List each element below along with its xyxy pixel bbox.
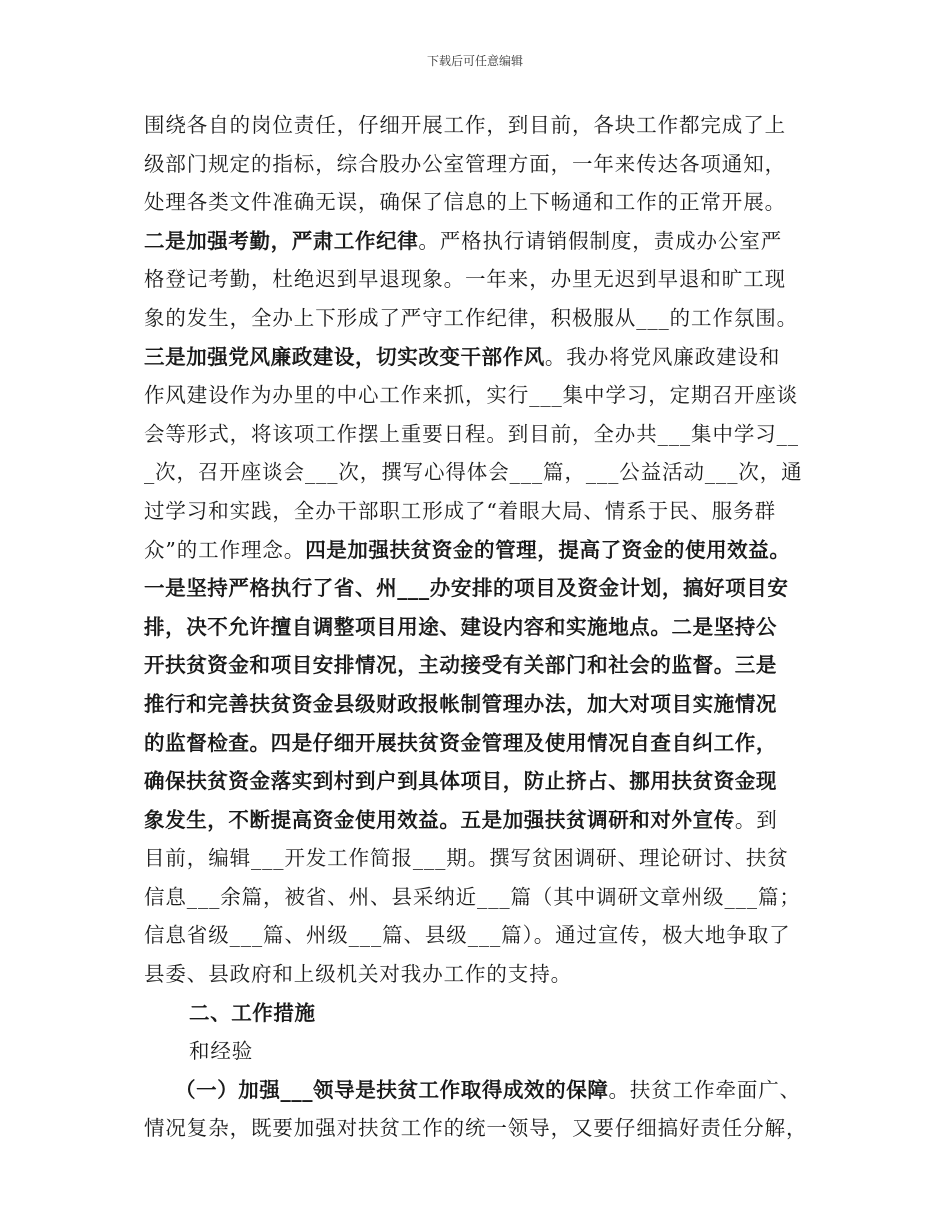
bold-text-segment: 推行和完善扶贫资金县级财政报帐制管理办法，加大对项目实施情况 xyxy=(144,691,777,716)
text-line xyxy=(144,492,824,531)
text-line xyxy=(144,839,824,878)
bold-text-segment: 一是坚持严格执行了省、州___办安排的项目及资金计划，搞好项目安 xyxy=(144,576,789,601)
bold-text-segment: 象发生，不断提高资金使用效益。五是加强扶贫调研和对外宣传 xyxy=(144,807,735,832)
bold-text-segment: 确保扶贫资金落实到村到户到具体项目，防止挤占、挪用扶贫资金现 xyxy=(144,769,777,794)
text-segment: 处理各类文件准确无误，确保了信息的上下畅通和工作的正常开展。 xyxy=(144,190,786,215)
text-segment: 目前，编辑___开发工作简报___期。撰写贫困调研、理论研讨、扶贫 xyxy=(144,846,789,871)
text-line xyxy=(144,260,824,299)
text-segment: 众”的工作理念。 xyxy=(144,537,306,562)
bold-text-segment: 的监督检查。四是仔细开展扶贫资金管理及使用情况自查自纠工作， xyxy=(144,730,777,755)
body-text xyxy=(144,106,824,1148)
text-segment: 和经验 xyxy=(189,1039,254,1064)
text-line xyxy=(144,762,824,801)
text-segment: 。严格执行请销假制度，责成办公室严 xyxy=(418,228,783,253)
text-segment: 象的发生，全办上下形成了严守工作纪律，积极服从___的工作氛围。 xyxy=(144,305,799,330)
text-segment: 。扶贫工作牵面广、 xyxy=(608,1077,802,1102)
text-segment: 级部门规定的指标，综合股办公室管理方面，一年来传达各项通知， xyxy=(144,151,786,176)
text-line xyxy=(144,878,824,917)
bold-text-segment: （一）加强___领导是扶贫工作取得成效的保障 xyxy=(175,1077,609,1102)
bold-text-segment: 二是加强考勤，严肃工作纪律 xyxy=(144,228,419,253)
text-line xyxy=(144,569,824,608)
text-line xyxy=(144,531,824,570)
text-line xyxy=(144,1032,824,1071)
text-segment: 作风建设作为办里的中心工作来抓，实行___集中学习，定期召开座谈 xyxy=(144,383,799,408)
text-segment: 信息___余篇，被省、州、县采纳近___篇（其中调研文章州级___篇； xyxy=(144,884,801,909)
text-line xyxy=(144,299,824,338)
text-line xyxy=(144,415,824,454)
text-segment: 会等形式，将该项工作摆上重要日程。到目前，全办共___集中学习__ xyxy=(144,421,799,446)
text-segment: _次，召开座谈会___次，撰写心得体会___篇，___公益活动___次，通 xyxy=(144,460,803,485)
text-line xyxy=(144,1109,824,1148)
text-segment: 过学习和实践，全办干部职工形成了“着眼大局、情系于民、服务群 xyxy=(144,498,776,523)
text-line xyxy=(144,608,824,647)
text-line xyxy=(144,955,824,994)
page-header: 下载后可任意编辑 xyxy=(426,54,523,68)
text-segment: 情况复杂，既要加强对扶贫工作的统一领导，又要仔细搞好责任分解， xyxy=(144,1116,808,1141)
text-line xyxy=(144,338,824,377)
text-segment: 县委、县政府和上级机关对我办工作的支持。 xyxy=(144,962,572,987)
text-segment: 。到 xyxy=(734,807,778,832)
text-line xyxy=(144,145,824,184)
text-line xyxy=(144,724,824,763)
text-line xyxy=(144,1071,824,1110)
text-line xyxy=(144,685,824,724)
text-line xyxy=(144,183,824,222)
bold-text-segment: 四是加强扶贫资金的管理，提高了资金的使用效益。 xyxy=(305,537,791,562)
text-segment: 格登记考勤，杜绝迟到早退现象。一年来，办里无迟到早退和旷工现 xyxy=(144,267,786,292)
bold-text-segment: 开扶贫资金和项目安排情况，主动接受有关部门和社会的监督。三是 xyxy=(144,653,777,678)
text-line xyxy=(144,916,824,955)
text-line xyxy=(144,376,824,415)
bold-text-segment: 排，决不允许擅自调整项目用途、建设内容和实施地点。二是坚持公 xyxy=(144,614,777,639)
text-line xyxy=(144,994,824,1033)
text-line xyxy=(144,453,824,492)
text-line xyxy=(144,801,824,840)
bold-text-segment: 三是加强党风廉政建设，切实改变干部作风 xyxy=(144,344,545,369)
text-line xyxy=(144,222,824,261)
text-segment: 信息省级___篇、州级___篇、县级___篇）。通过宣传，极大地争取了 xyxy=(144,923,791,948)
text-segment: 。我办将党风廉政建设和 xyxy=(544,344,781,369)
text-line xyxy=(144,646,824,685)
bold-text-segment: 二、工作措施 xyxy=(189,1000,316,1025)
text-line xyxy=(144,106,824,145)
text-segment: 围绕各自的岗位责任，仔细开展工作，到目前，各块工作都完成了上 xyxy=(144,113,786,137)
